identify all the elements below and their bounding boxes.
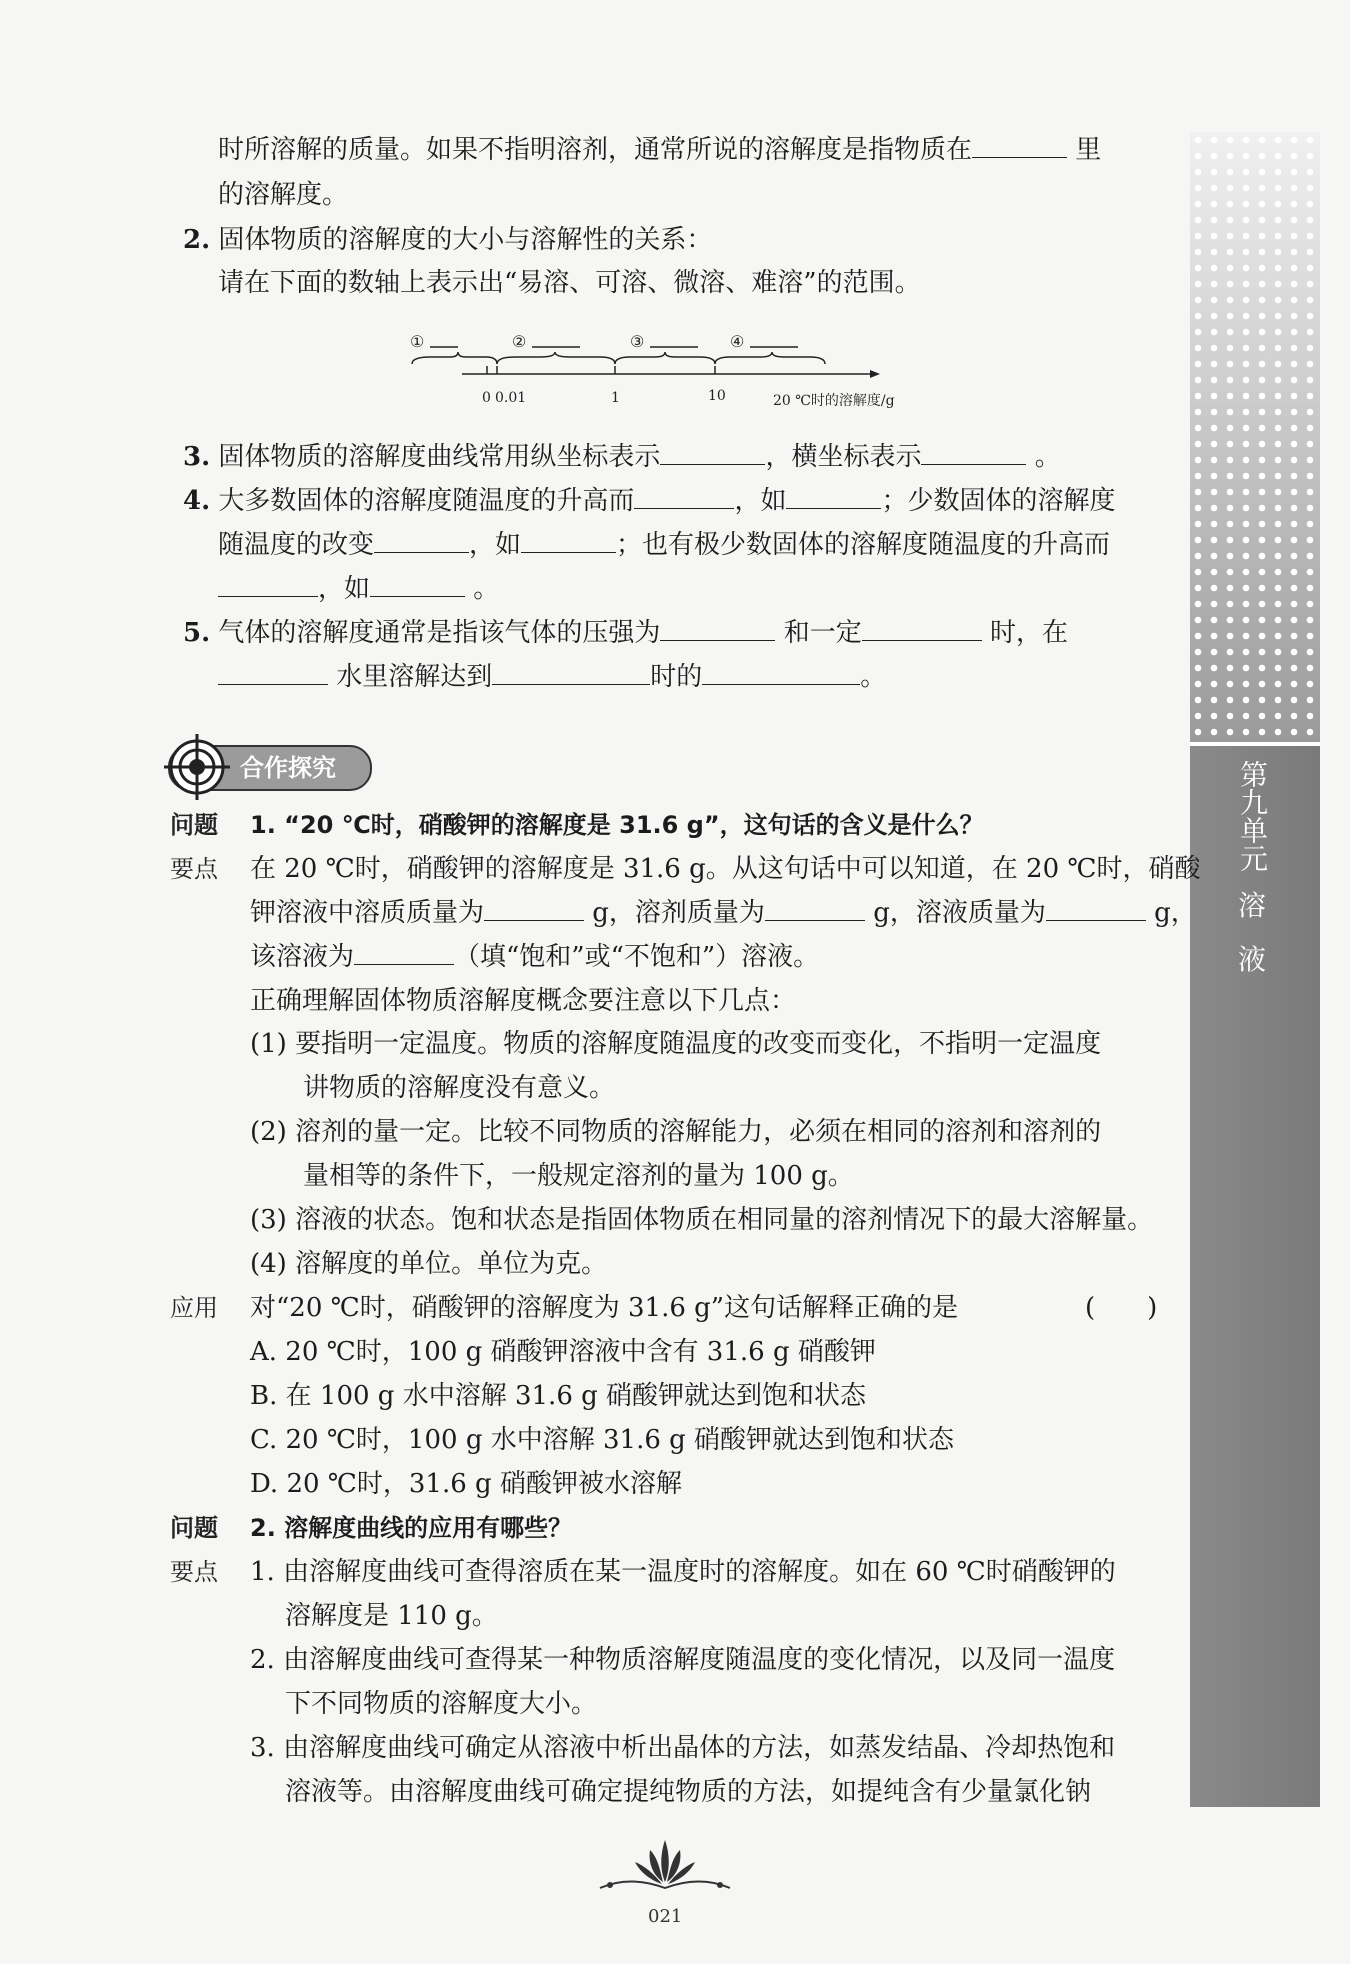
q1-key-line-4: 正确理解固体物质溶解度概念要注意以下几点：	[250, 986, 797, 1016]
q1-key-line-2: 钾溶液中溶质质量为 g，溶剂质量为 g，溶液质量为 g，	[250, 898, 1197, 928]
blank[interactable]	[218, 660, 328, 685]
blank[interactable]	[702, 660, 860, 685]
point-2-line-2: 量相等的条件下，一般规定溶剂的量为 100 g。	[303, 1161, 854, 1191]
question-tag: 问题	[170, 1514, 218, 1542]
point-4: (4) 溶解度的单位。单位为克。	[250, 1249, 608, 1279]
point-1-line-2: 讲物质的溶解度没有意义。	[303, 1073, 616, 1103]
question-2-title: 2. 溶解度曲线的应用有哪些？	[250, 1514, 573, 1542]
q2-point-2-line-1: 2. 由溶解度曲线可查得某一种物质溶解度随温度的变化情况，以及同一温度	[250, 1645, 1116, 1675]
item-4-line-3: ，如 。	[218, 572, 499, 606]
blank[interactable]	[521, 528, 616, 553]
range-label-3: ③	[630, 332, 645, 351]
blank[interactable]	[862, 616, 982, 641]
topic-char-1: 溶	[1237, 889, 1266, 922]
target-icon	[162, 732, 232, 802]
q1-key-line-1: 在 20 ℃时，硝酸钾的溶解度是 31.6 g。从这句话中可以知道，在 20 ℃时，硝酸	[250, 854, 1201, 884]
item-2: 2. 固体物质的溶解度的大小与溶解性的关系：	[183, 225, 713, 255]
answer-paren[interactable]: ( )	[1085, 1293, 1158, 1323]
item-4: 4. 大多数固体的溶解度随温度的升高而 ，如 ；少数固体的溶解度	[183, 486, 1116, 516]
option-a[interactable]: A. 20 ℃时，100 g 硝酸钾溶液中含有 31.6 g 硝酸钾	[250, 1337, 876, 1367]
blank[interactable]	[972, 133, 1067, 158]
range-label-4: ④	[730, 332, 745, 351]
keypoint-tag: 要点	[170, 1558, 218, 1586]
question-1-title: 1. “20 ℃时，硝酸钾的溶解度是 31.6 g”，这句话的含义是什么？	[250, 811, 984, 839]
section-title: 合作探究	[240, 754, 336, 782]
q1-key-line-3: 该溶液为 （填“饱和”或“不饱和”）溶液。	[250, 942, 820, 972]
keypoint-tag: 要点	[170, 855, 218, 883]
application-stem: 对“20 ℃时，硝酸钾的溶解度为 31.6 g”这句话解释正确的是	[250, 1293, 959, 1323]
brace-3	[615, 352, 715, 364]
option-b[interactable]: B. 在 100 g 水中溶解 31.6 g 硝酸钾就达到饱和状态	[250, 1381, 867, 1411]
item-2-sub: 请在下面的数轴上表示出“易溶、可溶、微溶、难溶”的范围。	[218, 268, 921, 298]
q2-point-3-line-1: 3. 由溶解度曲线可确定从溶液中析出晶体的方法，如蒸发结晶、冷却热饱和	[250, 1733, 1116, 1763]
item-5-line-2: 水里溶解达到 时的 。	[218, 660, 886, 694]
point-2-line-1: (2) 溶剂的量一定。比较不同物质的溶解能力，必须在相同的溶剂和溶剂的	[250, 1117, 1102, 1147]
blank[interactable]	[370, 572, 465, 597]
range-label-1: ①	[410, 332, 425, 351]
unit-title: 第九单元	[1236, 760, 1269, 872]
side-pattern	[1190, 132, 1320, 742]
blank[interactable]	[218, 572, 318, 597]
range-label-2: ②	[512, 332, 527, 351]
solubility-axis	[400, 322, 940, 422]
tick-label-0: 0	[482, 390, 491, 406]
item-5: 5. 气体的溶解度通常是指该气体的压强为 和一定 时，在	[183, 618, 1068, 648]
intro-line-1: 时所溶解的质量。如果不指明溶剂，通常所说的溶解度是指物质在 里	[218, 135, 1102, 165]
brace-1	[412, 352, 497, 364]
application-tag: 应用	[170, 1294, 218, 1322]
side-divider	[1190, 742, 1320, 746]
intro-line-2: 的溶解度。	[218, 180, 349, 210]
blank[interactable]	[1046, 896, 1146, 921]
tick-label-0.01: 0.01	[495, 390, 527, 406]
blank[interactable]	[374, 528, 469, 553]
blank[interactable]	[660, 616, 775, 641]
q2-point-1-line-2: 溶解度是 110 g。	[285, 1601, 498, 1631]
item-3: 3. 固体物质的溶解度曲线常用纵坐标表示 ，横坐标表示 。	[183, 442, 1061, 472]
axis-arrow	[870, 370, 880, 378]
unit-label	[1222, 760, 1282, 976]
q2-point-1-line-1: 1. 由溶解度曲线可查得溶质在某一温度时的溶解度。如在 60 ℃时硝酸钾的	[250, 1557, 1116, 1587]
question-tag: 问题	[170, 811, 218, 839]
tick-label-10: 10	[708, 388, 726, 404]
brace-4	[715, 352, 825, 364]
q2-point-2-line-2: 下不同物质的溶解度大小。	[285, 1689, 598, 1719]
q2-point-3-line-2: 溶液等。由溶解度曲线可确定提纯物质的方法，如提纯含有少量氯化钠	[285, 1777, 1092, 1807]
blank[interactable]	[786, 484, 881, 509]
item-4-line-2: 随温度的改变 ，如 ；也有极少数固体的溶解度随温度的升高而	[218, 530, 1111, 560]
floral-ornament-icon	[590, 1830, 740, 1905]
blank[interactable]	[921, 440, 1026, 465]
blank[interactable]	[484, 896, 584, 921]
blank[interactable]	[354, 940, 454, 965]
axis-unit-label: 20 ℃时的溶解度/g	[773, 393, 895, 409]
blank[interactable]	[660, 440, 765, 465]
option-d[interactable]: D. 20 ℃时，31.6 g 硝酸钾被水溶解	[250, 1469, 682, 1499]
page-number: 021	[648, 1906, 683, 1927]
blank[interactable]	[492, 660, 650, 685]
option-c[interactable]: C. 20 ℃时，100 g 水中溶解 31.6 g 硝酸钾就达到饱和状态	[250, 1425, 955, 1455]
topic-char-2: 液	[1237, 943, 1266, 976]
point-1-line-1: (1) 要指明一定温度。物质的溶解度随温度的改变而变化，不指明一定温度	[250, 1029, 1102, 1059]
point-3: (3) 溶液的状态。饱和状态是指固体物质在相同量的溶剂情况下的最大溶解量。	[250, 1205, 1154, 1235]
tick-label-1: 1	[611, 390, 620, 406]
brace-2	[497, 352, 615, 364]
blank[interactable]	[634, 484, 734, 509]
blank[interactable]	[765, 896, 865, 921]
